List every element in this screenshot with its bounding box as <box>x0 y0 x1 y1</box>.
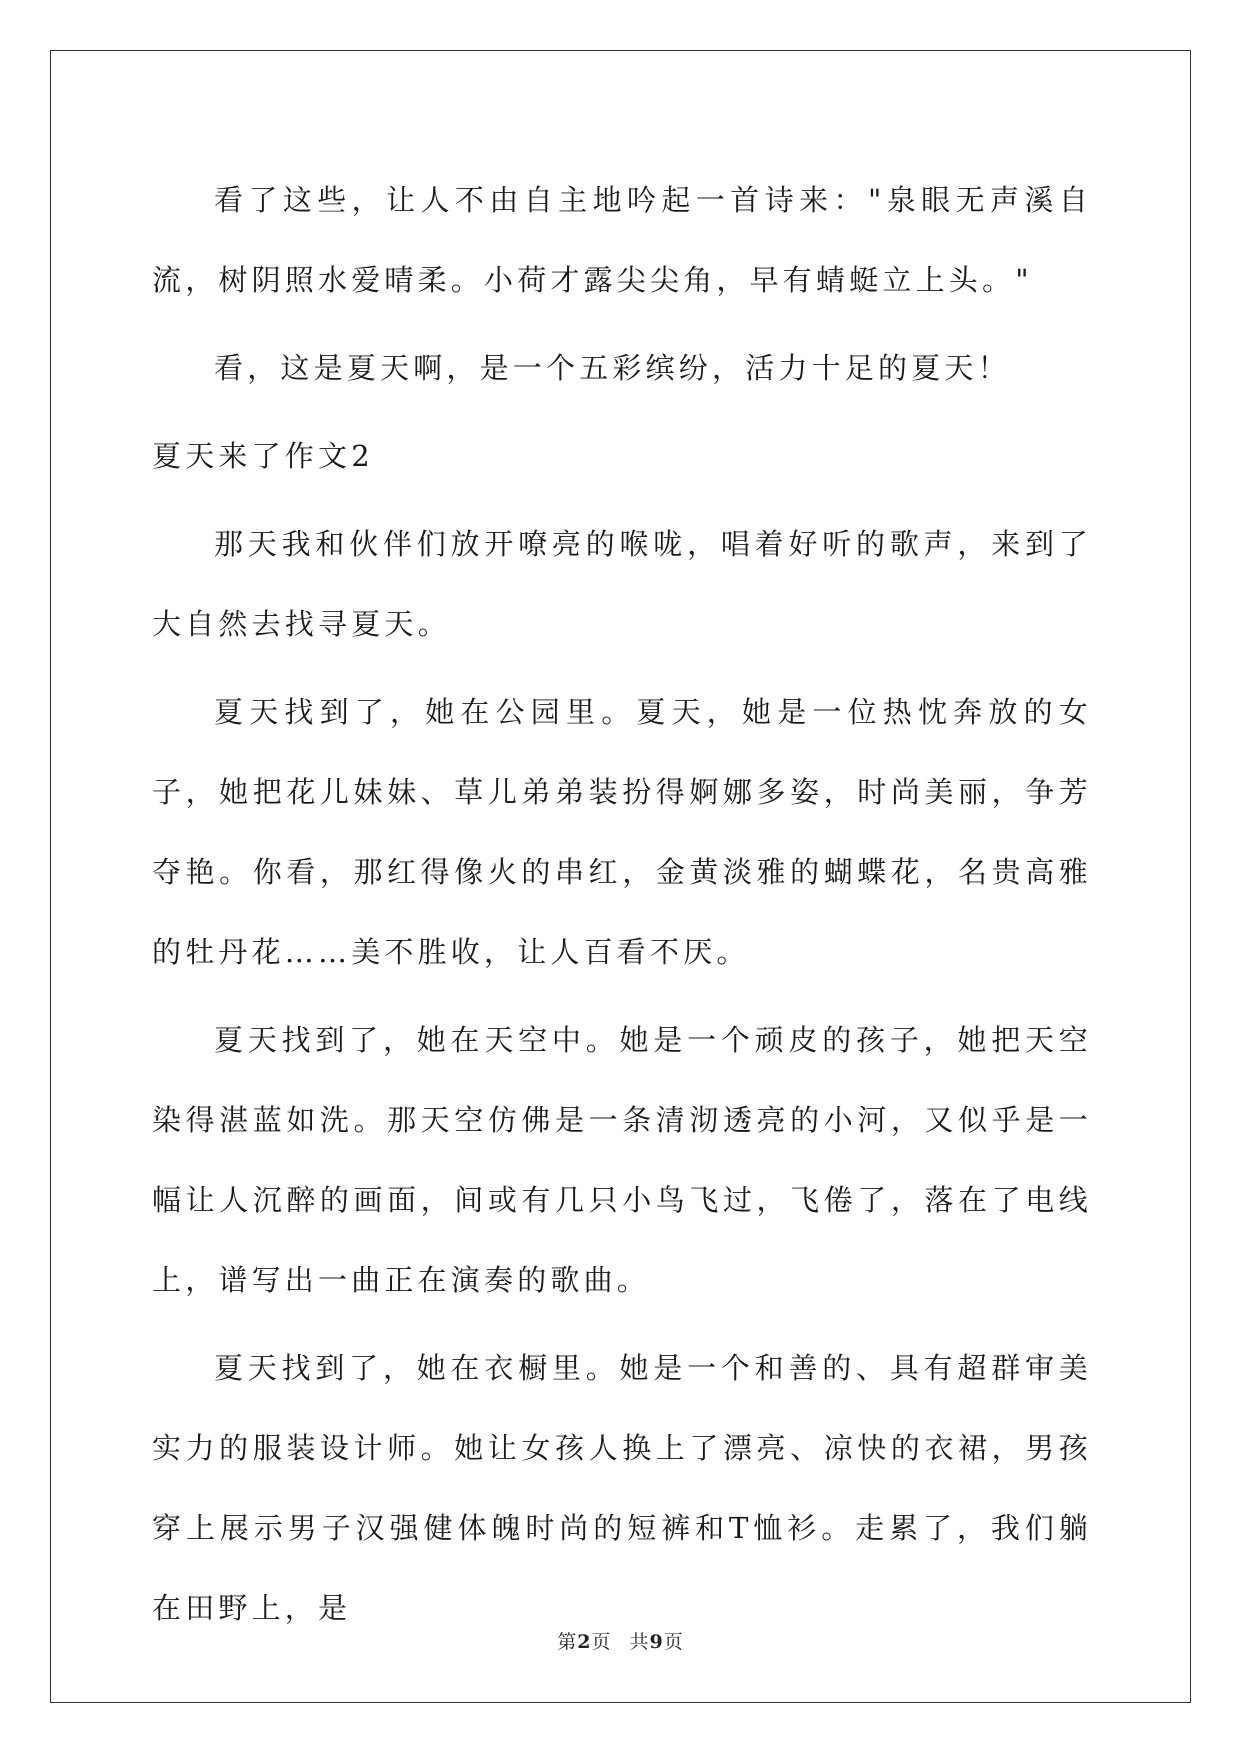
document-body <box>152 160 1092 1648</box>
paragraph-sky: 夏天找到了，她在天空中。她是一个顽皮的孩子，她把天空染得湛蓝如洗。那天空仿佛是一条清沏透亮的小河，又似乎是一幅让人沉醉的画面，间或有几只小鸟飞过，飞倦了，落在了电线上，谱写出一曲正在演奏的歌曲。 <box>152 1023 1092 1297</box>
paragraph-park: 夏天找到了，她在公园里。夏天，她是一位热忱奔放的女子，她把花儿妹妹、草儿弟弟装扮得婀娜多姿，时尚美丽，争芳夺艳。你看，那红得像火的串红，金黄淡雅的蝴蝶花，名贵高雅的牡丹花……美不胜收，让人百看不厌。 <box>152 695 1092 969</box>
page-suffix: 页 <box>591 1631 612 1653</box>
paragraph-poem: 看了这些，让人不由自主地吟起一首诗来："泉眼无声溪自流，树阴照水爱晴柔。小荷才露尖尖角，早有蜻蜓立上头。" <box>152 183 1092 297</box>
total-suffix: 页 <box>663 1631 684 1653</box>
total-prefix: 共 <box>629 1631 650 1653</box>
page-number: 2 <box>577 1631 592 1653</box>
paragraph-wardrobe: 夏天找到了，她在衣橱里。她是一个和善的、具有超群审美实力的服装设计师。她让女孩人换上了漂亮、凉快的衣裙，男孩穿上展示男子汉强健体魄时尚的短裤和T恤衫。走累了，我们躺在田野上，是 <box>152 1351 1092 1625</box>
paragraph-intro: 那天我和伙伴们放开嘹亮的喉咙，唱着好听的歌声，来到了大自然去找寻夏天。 <box>152 527 1092 641</box>
essay-heading: 夏天来了作文2 <box>152 439 374 473</box>
page-footer <box>0 1627 1241 1654</box>
paragraph-summer-exclaim: 看，这是夏天啊，是一个五彩缤纷，活力十足的夏天！ <box>214 351 1011 385</box>
page-prefix: 第 <box>557 1631 578 1653</box>
total-pages: 9 <box>649 1631 664 1653</box>
